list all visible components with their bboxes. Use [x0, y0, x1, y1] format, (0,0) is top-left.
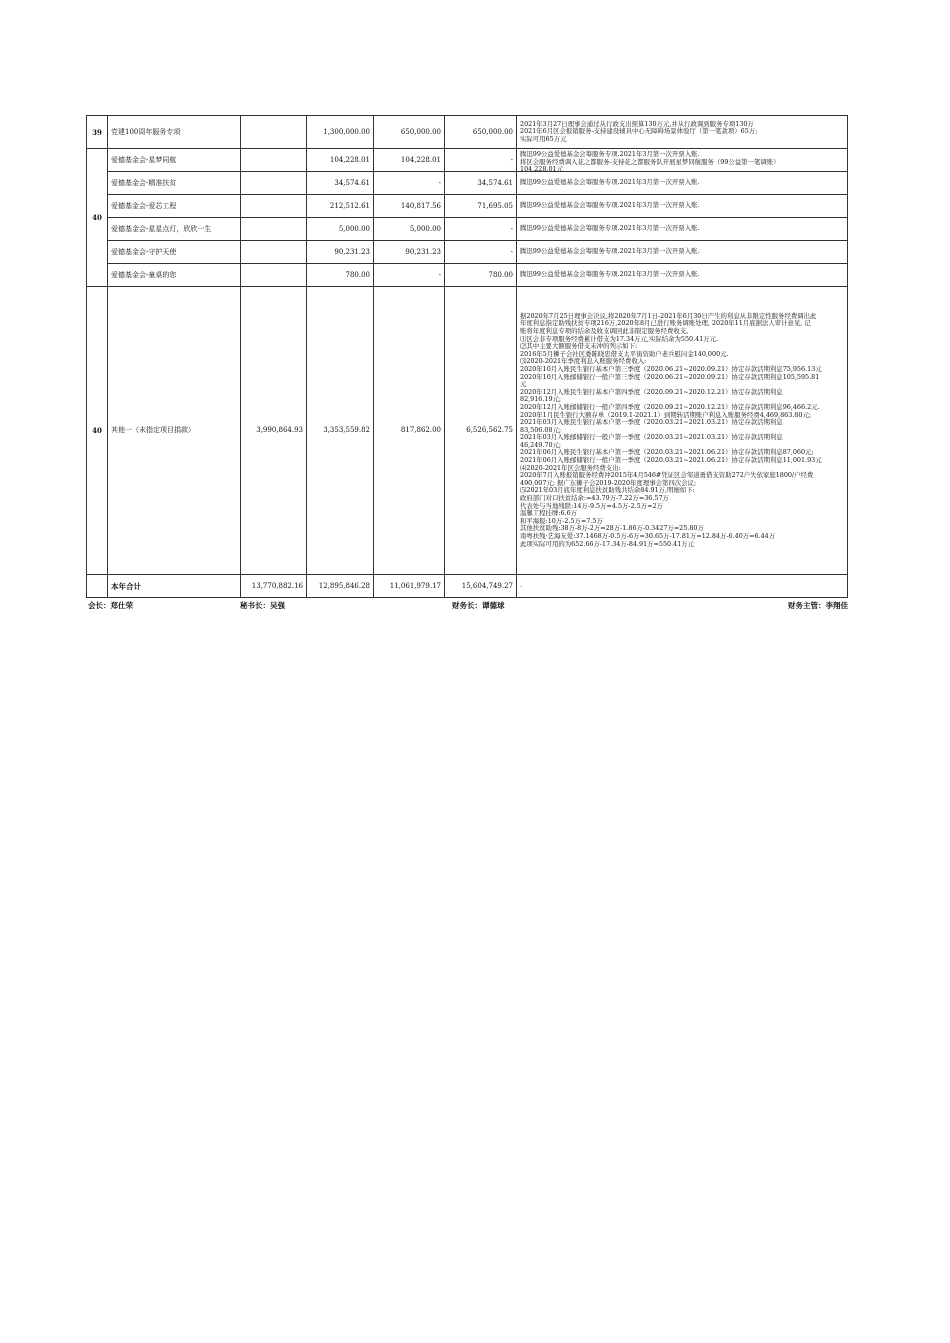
remarks-line: 82,916.19元; — [520, 395, 562, 404]
amount-col-a — [241, 149, 307, 172]
amount-col-b: 34,574.61 — [307, 172, 374, 195]
row-number — [87, 575, 108, 598]
amount-col-c: 140,817.56 — [374, 195, 445, 218]
amount-col-a — [241, 195, 307, 218]
remarks-cell: . — [517, 575, 848, 598]
amount-col-a — [241, 241, 307, 264]
remarks-line: 和平海报:10万-2.5万=7.5万 — [520, 516, 603, 525]
amount-col-b: 212,512.61 — [307, 195, 374, 218]
remarks-line: 腾迅99公益爱德基金会筹服务专项.2021年3月第一次开票入账. — [520, 224, 700, 233]
amount-col-c: 817,862.00 — [374, 287, 445, 575]
amount-col-a: 3,990,864.93 — [241, 287, 307, 575]
fund-table-sheet — [86, 115, 847, 598]
remarks-line: 2020年10月入账邮储银行一般户第三季度（2020.06.21~2020.09.21）协定存款活期利息105,595.81 — [520, 372, 820, 381]
table-row — [87, 264, 848, 287]
table-row — [87, 195, 848, 218]
total-label: 本年合计 — [108, 575, 241, 598]
total-col-b: 12,895,846.28 — [307, 575, 374, 598]
table-row — [87, 218, 848, 241]
remarks-line: 104,228.01元 — [520, 165, 563, 174]
amount-col-a — [241, 218, 307, 241]
president-signature: 会长：郑仕荣 — [88, 601, 133, 610]
remarks-line: 此项实际可用的为652.66万-17.34万-84.91万=550.41万元 — [520, 539, 695, 548]
remarks-line: 2020年12月入账民生银行基本户第四季度（2020.09.21~2020.12.21）协定存款活期利息 — [520, 387, 783, 396]
remarks-line: 将区会服务经费调入花之都服务-支持花之都服务队开展星梦同航服务（99公益第一笔调账） — [520, 157, 780, 166]
secretary-signature: 秘书长：吴强 — [240, 601, 285, 610]
remarks-line: 腾迅99公益爱德基金会筹服务专项.2021年3月第一次开票入账. — [520, 247, 700, 256]
finance-head-signature: 财务长：谭德球 — [452, 601, 505, 610]
remarks-line: 元 — [520, 380, 527, 389]
amount-col-b: 3,353,559.82 — [307, 287, 374, 575]
amount-col-a — [241, 172, 307, 195]
remarks-line: ⑵其中主要大额服务借支未冲的列示如下: — [520, 342, 638, 351]
total-col-d: 15,604,749.27 — [445, 575, 517, 598]
remarks-cell — [517, 116, 848, 149]
remarks-line: 2021年06月入账邮储银行一般户第一季度（2020.03.21~2021.06.21）协定存款活期利息11,001.93元 — [520, 456, 822, 465]
remarks-line: 其他扶贫助残:38万-8万-2万=28万-1.86万-0.3427万=25.80万 — [520, 524, 704, 533]
table-row — [87, 287, 848, 575]
remarks-line: 年度利息指定助残扶贫专项216万,2020年8月已进行账务调账处理, 2020年11月底据法人审计意见, 记 — [520, 319, 811, 328]
table-row — [87, 241, 848, 264]
remarks-line: ⑸2021年03月底年度利息扶贫助残共结余84.91万,明细如下: — [520, 486, 695, 495]
amount-col-d: 34,574.61 — [445, 172, 517, 195]
total-col-c: 11,061,979.17 — [374, 575, 445, 598]
project-name: 爱德基金会-星梦同航 — [108, 149, 241, 172]
remarks-line: 2021年06月入账民生银行基本户第一季度（2020.03.21~2021.06.21）协定存款活期利息87,060元; — [520, 448, 814, 457]
row-number: 40 — [87, 287, 108, 575]
remarks-line: ⑷2020-2021年区会服务经费支出: — [520, 463, 621, 472]
amount-col-a — [241, 264, 307, 287]
remarks-line: 2020年1月民生银行大额存单（2019.1-2021.1）到期转活期账户利息入账服务经费4,469,863.80元; — [520, 410, 811, 419]
remarks-cell — [517, 172, 848, 195]
amount-col-d: - — [445, 149, 517, 172]
amount-col-c: 90,231.23 — [374, 241, 445, 264]
remarks-cell — [517, 149, 848, 172]
remarks-line: 2020年10月入账民生银行基本户第三季度（2020.06.21~2020.09.21）协定存款活期利息75,956.13元 — [520, 364, 822, 373]
table-row — [87, 172, 848, 195]
remarks-line: 46,249.70元; — [520, 440, 562, 449]
remarks-line: 2021年6月区会报销服务-支持建设辅具中心无障碍场景体验厅（第一笔款项）65万; — [520, 127, 758, 136]
remarks-line: 2021年03月入账邮储银行一般户第一季度（2020.03.21~2021.03.21）协定存款活期利息 — [520, 433, 783, 442]
remarks-line: 政府部门对口扶贫结余:=43.79万-7.22万=36.57万 — [520, 494, 669, 503]
project-name: 爱德基金会-精准扶贫 — [108, 172, 241, 195]
remarks-line: 据2020年7月25日理事会决议,将2020年7月1日-2021年6月30日产生的利息从非限定性服务经费调出此 — [520, 311, 817, 320]
amount-col-c: 5,000.00 — [374, 218, 445, 241]
remarks-cell — [517, 241, 848, 264]
remarks-line: 腾迅99公益爱德基金会筹服务专项.2021年3月第一次开票入账. — [520, 201, 700, 210]
remarks-cell — [517, 195, 848, 218]
remarks-line: 2020年12月入账邮储银行一般户第四季度（2020.09.21~2020.12.21）协定存款活期利息96,466.2元. — [520, 402, 820, 411]
remarks-line: 实际可用65万元 — [520, 134, 567, 143]
remarks-line: ⑴区会非专项服务经费累计借支为17.34万元,实际结余为550.41万元. — [520, 334, 719, 343]
signature-line — [88, 600, 848, 614]
remarks-line: 2021年03月入账民生银行基本户第一季度（2020.03.21~2021.03.21）协定存款活期利息 — [520, 418, 783, 427]
amount-col-d: - — [445, 218, 517, 241]
remarks-cell — [517, 218, 848, 241]
remarks-line: 温馨工程挂牌:6.6万 — [520, 509, 578, 518]
amount-col-d: 71,695.05 — [445, 195, 517, 218]
remarks-line: 腾迅99公益爱德基金会筹服务专项.2021年3月第一次开票入账. — [520, 270, 700, 279]
project-name: 爱德基金会-守护天使 — [108, 241, 241, 264]
amount-col-d: 650,000.00 — [445, 116, 517, 149]
amount-col-c: 650,000.00 — [374, 116, 445, 149]
project-name: 爱德基金会-爱芯工程 — [108, 195, 241, 218]
project-name: 爱德基金会-童桌的您 — [108, 264, 241, 287]
row-number: 39 — [87, 116, 108, 149]
remarks-line: 腾迅99公益爱德基金会筹服务专项.2021年3月第一次开票入账. — [520, 178, 700, 187]
remarks-line: 腾迅99公益爱德基金会筹服务专项.2021年3月第一次开票入账. — [520, 150, 700, 158]
amount-col-b: 104,228.01 — [307, 149, 374, 172]
table-row — [87, 116, 848, 149]
project-name: 党建100周年服务专项 — [108, 116, 241, 149]
amount-col-d: 780.00 — [445, 264, 517, 287]
fund-table — [86, 115, 848, 598]
total-col-a: 13,770,882.16 — [241, 575, 307, 598]
remarks-cell — [517, 287, 848, 575]
remarks-line: 南粤扶残·艺海友爱:37.1468万-0.5万-6万=30.65万-17.81万=12.84万-6.40万=6.44万 — [520, 532, 776, 541]
remarks-line: ⑶2020-2021年季度利息入账服务经费收入: — [520, 357, 647, 366]
table-row-total — [87, 575, 848, 598]
remarks-line: 2020年7月入账报销服务经费冲2015年4月546#凭证区会邹道勇借支资助272户失依家庭1800/户经费 — [520, 471, 814, 480]
project-name: 爱德基金会-星星点灯，欣欣一生 — [108, 218, 241, 241]
amount-col-b: 90,231.23 — [307, 241, 374, 264]
remarks-cell — [517, 264, 848, 287]
remarks-block — [520, 313, 844, 548]
amount-col-c: - — [374, 264, 445, 287]
amount-col-a — [241, 116, 307, 149]
remarks-line: 2021年3月27日理事会通过从行政支出预算130万元,并从行政调到服务专项130万 — [520, 119, 754, 128]
row-number: 40 — [87, 149, 108, 287]
remarks-line: 2016年5月狮子会社区委陈晓忠借支太平街资助户老兵慰问金140,000元. — [520, 349, 729, 358]
amount-col-d: 6,526,562.75 — [445, 287, 517, 575]
remarks-line: 账将年度利息专项的结余及收支调回此非限定服务经费收支。 — [520, 326, 693, 335]
remarks-line: 代表处与当地残联:14万-9.5万=4.5万-2.5万=2万 — [520, 501, 663, 510]
amount-col-c: 104,228.01 — [374, 149, 445, 172]
remarks-line: 83,506.08元; — [520, 425, 562, 434]
fund-table-body — [87, 116, 848, 598]
amount-col-b: 5,000.00 — [307, 218, 374, 241]
table-row — [87, 149, 848, 172]
finance-manager-signature: 财务主管：李翔佳 — [788, 601, 848, 610]
amount-col-d: - — [445, 241, 517, 264]
amount-col-b: 780.00 — [307, 264, 374, 287]
project-name: 其他一（未指定项目捐款） — [108, 287, 241, 575]
remarks-line: 490,007元; 据广东狮子会2019-2020年度理事会第四次会议; — [520, 478, 697, 487]
amount-col-c: - — [374, 172, 445, 195]
amount-col-b: 1,300,000.00 — [307, 116, 374, 149]
